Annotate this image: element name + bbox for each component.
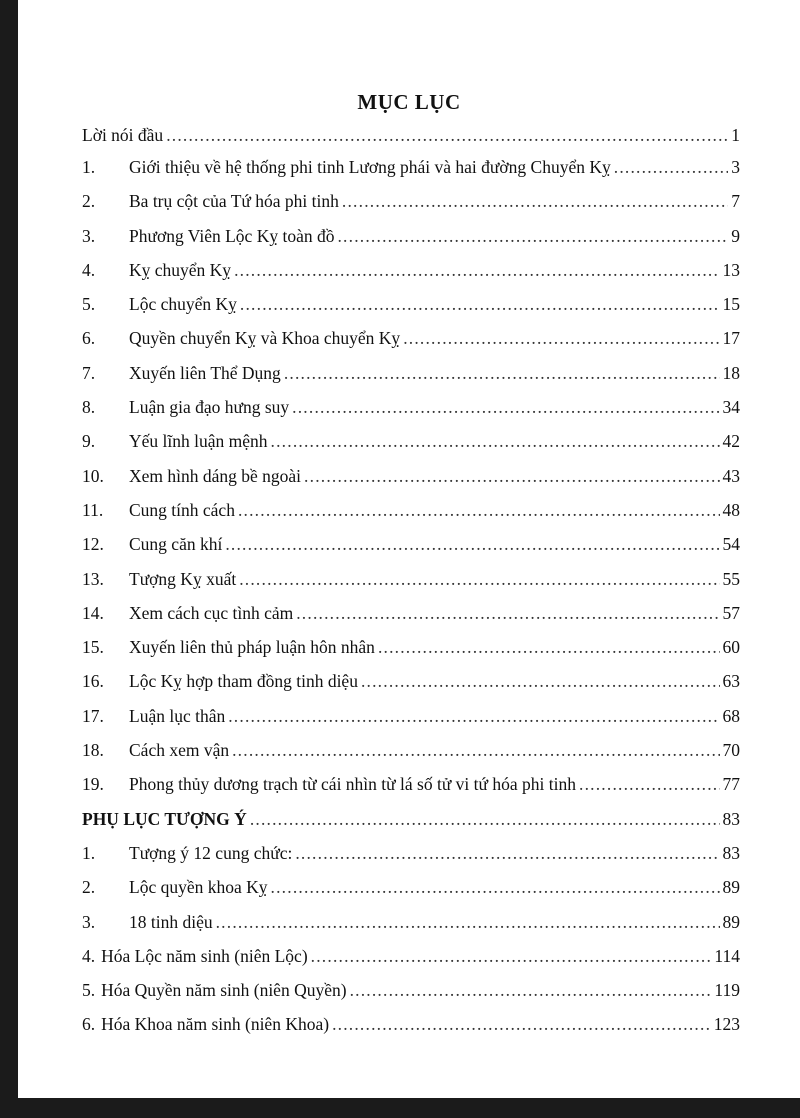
toc-entry-label: Lộc Kỵ hợp tham đồng tinh diệu	[129, 671, 358, 692]
toc-entry-label: Hóa Lộc năm sinh (niên Lộc)	[101, 945, 308, 966]
toc-entry-label: Giới thiệu về hệ thống phi tinh Lương phái và hai đường Chuyển Kỵ	[129, 157, 611, 177]
toc-entry-number: 1.	[82, 157, 96, 177]
toc-entry-page: 34	[722, 397, 740, 418]
dot-leader	[361, 664, 720, 698]
dot-leader	[216, 905, 720, 939]
toc-entry-label: Hóa Khoa năm sinh (niên Khoa)	[101, 1014, 330, 1035]
toc-entry-page: 89	[722, 877, 740, 898]
toc-entry-number: 12.	[82, 534, 104, 555]
toc-entry[interactable]	[82, 253, 740, 287]
toc-entry-number: 4.	[82, 945, 96, 966]
toc-entry-label: Xuyến liên thủ pháp luận hôn nhân	[129, 637, 375, 658]
toc-entry[interactable]	[82, 802, 740, 836]
toc-entry-page: 15	[722, 294, 740, 315]
dot-leader	[250, 802, 720, 836]
toc-entry-page: 123	[713, 1014, 740, 1035]
dot-leader	[304, 459, 719, 493]
toc-entry-number: 18.	[82, 740, 104, 761]
toc-entry[interactable]	[82, 390, 740, 424]
dot-leader	[225, 527, 719, 561]
toc-entry-number: 19.	[82, 774, 104, 795]
dot-leader	[240, 287, 720, 321]
toc-entry-number: 9.	[82, 431, 96, 452]
toc-entry[interactable]	[82, 527, 740, 561]
toc-entry[interactable]	[82, 356, 740, 390]
toc-entry-label: Kỵ chuyển Kỵ	[129, 259, 232, 280]
toc-entry[interactable]	[82, 1007, 740, 1041]
toc-entry-page: 54	[722, 534, 740, 555]
toc-entry-label: PHỤ LỤC TƯỢNG Ý	[82, 808, 247, 829]
toc-entry-label: Lời nói đầu	[82, 125, 164, 145]
toc-entry-page: 57	[722, 602, 740, 623]
dot-leader	[295, 836, 719, 870]
toc-entry-page: 9	[731, 225, 740, 246]
toc-entry-page: 43	[722, 465, 740, 486]
toc-entry[interactable]	[82, 150, 740, 184]
toc-entry[interactable]	[82, 596, 740, 630]
dot-leader	[271, 870, 720, 904]
toc-entry-label: Xem hình dáng bề ngoài	[129, 465, 302, 486]
dot-leader	[232, 733, 719, 767]
toc-entry-page: 17	[722, 328, 740, 349]
dot-leader	[337, 219, 728, 253]
toc-entry-number: 6.	[82, 1014, 96, 1035]
dot-leader	[271, 424, 720, 458]
table-of-contents	[82, 120, 740, 1042]
dot-leader	[292, 390, 719, 424]
toc-entry-page: 89	[722, 911, 740, 932]
toc-entry-page: 70	[722, 740, 740, 761]
toc-entry-label: Cung căn khí	[129, 534, 223, 555]
toc-entry-number: 17.	[82, 705, 104, 726]
toc-entry-number: 10.	[82, 465, 104, 486]
dot-leader	[166, 120, 728, 150]
dot-leader	[296, 596, 719, 630]
toc-entry[interactable]	[82, 424, 740, 458]
toc-entry[interactable]	[82, 870, 740, 904]
toc-entry-label: Tượng ý 12 cung chức:	[129, 842, 293, 863]
toc-entry[interactable]	[82, 459, 740, 493]
toc-entry-page: 68	[722, 705, 740, 726]
toc-entry[interactable]	[82, 287, 740, 321]
dot-leader	[284, 356, 720, 390]
toc-entry-number: 1.	[82, 842, 96, 863]
toc-entry-number: 3.	[82, 225, 96, 246]
toc-entry-number: 5.	[82, 980, 96, 1001]
toc-entry[interactable]	[82, 184, 740, 218]
toc-entry-number: 6.	[82, 328, 96, 349]
toc-entry-page: 13	[722, 259, 740, 280]
toc-entry-page: 119	[714, 980, 740, 1001]
toc-entry-label: Xuyến liên Thể Dụng	[129, 362, 281, 383]
toc-entry-label: Phương Viên Lộc Kỵ toàn đồ	[129, 225, 335, 246]
toc-entry-number: 14.	[82, 602, 104, 623]
toc-entry[interactable]	[82, 836, 740, 870]
dot-leader	[234, 253, 719, 287]
toc-entry-number: 13.	[82, 568, 104, 589]
toc-entry-label: Phong thủy dương trạch từ cái nhìn từ lá số tử vi tứ hóa phi tinh	[129, 774, 576, 795]
toc-entry-label: Luận lục thân	[129, 705, 226, 726]
dot-leader	[238, 493, 720, 527]
toc-entry-number: 8.	[82, 397, 96, 418]
document-page	[18, 0, 800, 1098]
dot-leader	[378, 630, 720, 664]
toc-entry-page: 1	[731, 125, 740, 145]
toc-entry[interactable]	[82, 321, 740, 355]
toc-entry[interactable]	[82, 664, 740, 698]
dot-leader	[228, 699, 719, 733]
dot-leader	[332, 1007, 711, 1041]
toc-entry-label: Cách xem vận	[129, 740, 230, 761]
toc-entry[interactable]	[82, 120, 740, 150]
toc-entry-label: Hóa Quyền năm sinh (niên Quyền)	[101, 980, 347, 1001]
toc-entry-number: 2.	[82, 191, 96, 212]
dot-leader	[614, 150, 729, 184]
toc-entry-label: Tượng Kỵ xuất	[129, 568, 237, 589]
toc-entry[interactable]	[82, 219, 740, 253]
toc-entry-page: 83	[722, 842, 740, 863]
toc-entry-page: 18	[722, 362, 740, 383]
toc-entry-page: 42	[722, 431, 740, 452]
toc-entry-label: Cung tính cách	[129, 499, 235, 520]
toc-entry-number: 3.	[82, 911, 96, 932]
toc-entry-number: 11.	[82, 499, 104, 520]
dot-leader	[342, 184, 728, 218]
toc-entry[interactable]	[82, 699, 740, 733]
toc-entry-page: 48	[722, 499, 740, 520]
dot-leader	[403, 321, 719, 355]
toc-entry-label: Yếu lĩnh luận mệnh	[129, 431, 268, 452]
toc-entry-page: 63	[722, 671, 740, 692]
toc-entry-page: 83	[722, 808, 740, 829]
toc-entry[interactable]	[82, 767, 740, 801]
toc-entry[interactable]	[82, 973, 740, 1007]
toc-entry-label: Quyền chuyển Kỵ và Khoa chuyển Kỵ	[129, 328, 401, 349]
toc-entry-number: 2.	[82, 877, 96, 898]
dot-leader	[579, 767, 720, 801]
toc-entry-page: 114	[714, 945, 740, 966]
toc-entry-label: 18 tinh diệu	[129, 911, 213, 932]
dot-leader	[311, 939, 712, 973]
toc-entry-number: 15.	[82, 637, 104, 658]
toc-entry[interactable]	[82, 939, 740, 973]
toc-entry-number: 7.	[82, 362, 96, 383]
toc-entry-page: 60	[722, 637, 740, 658]
toc-entry-page: 77	[722, 774, 740, 795]
dot-leader	[239, 562, 719, 596]
toc-entry-label: Lộc quyền khoa Kỵ	[129, 877, 268, 898]
toc-entry[interactable]	[82, 905, 740, 939]
toc-entry-page: 55	[722, 568, 740, 589]
toc-entry[interactable]	[82, 733, 740, 767]
toc-entry-page: 7	[731, 191, 740, 212]
toc-entry-label: Ba trụ cột của Tứ hóa phi tinh	[129, 191, 339, 212]
toc-entry[interactable]	[82, 562, 740, 596]
toc-entry[interactable]	[82, 493, 740, 527]
toc-entry[interactable]	[82, 630, 740, 664]
toc-entry-page: 3	[731, 157, 740, 177]
toc-entry-number: 5.	[82, 294, 96, 315]
toc-entry-number: 16.	[82, 671, 104, 692]
page-title: MỤC LỤC	[357, 90, 461, 114]
toc-entry-label: Lộc chuyển Kỵ	[129, 294, 237, 315]
toc-entry-number: 4.	[82, 259, 96, 280]
dot-leader	[350, 973, 712, 1007]
toc-entry-label: Xem cách cục tình cảm	[129, 602, 294, 623]
toc-entry-label: Luận gia đạo hưng suy	[129, 397, 290, 418]
